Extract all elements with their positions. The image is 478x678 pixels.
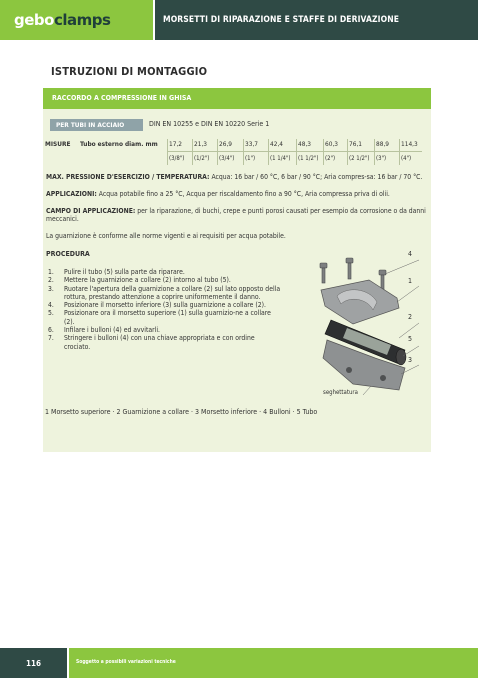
step-text: Infilare i bulloni (4) ed avvitarli. [64, 326, 160, 335]
size-inch: (3") [376, 155, 387, 162]
step-number: 4. [48, 301, 54, 310]
size-mm: 114,3 [401, 140, 418, 148]
list-item [46, 285, 281, 302]
column-divider [217, 139, 218, 165]
column-divider [374, 139, 375, 165]
size-mm: 88,9 [376, 140, 390, 148]
pressure-label: MAX. PRESSIONE D'ESERCIZIO / TEMPERATURA: [46, 173, 210, 181]
size-inch: (3/4") [219, 155, 235, 162]
list-item [46, 309, 281, 326]
callout-4: 4 [408, 250, 413, 258]
size-inch: (1 1/4") [270, 155, 291, 162]
column-divider [167, 139, 168, 165]
size-inch: (1") [245, 155, 256, 162]
size-mm: 60,3 [325, 140, 339, 148]
column-divider [296, 139, 297, 165]
applications-text: Acqua potabile fino a 25 °C, Acqua per riscaldamento fino a 90 °C, Aria compressa priva di olii. [98, 190, 390, 198]
measures-sublabel: Tubo esterno diam. mm [80, 140, 158, 148]
header-title: MORSETTI DI RIPARAZIONE E STAFFE DI DERIVAZIONE [163, 15, 400, 25]
size-mm: 17,2 [169, 140, 183, 148]
brand-logo-area [0, 0, 153, 40]
step-text: Posizionare il morsetto inferiore (3) sulla guarnizione a collare (2). [64, 301, 266, 310]
step-text: Mettere la guarnizione a collare (2) intorno al tubo (5). [64, 276, 231, 285]
step-number: 7. [48, 334, 54, 343]
instructions-panel [43, 88, 431, 452]
list-item [46, 301, 281, 309]
step-text: Posizionare ora il morsetto superiore (1) sulla guarnizio-ne a collare (2). [64, 309, 271, 326]
step-text: Ruotare l'apertura della guarnizione a collare (2) sul lato opposto della rottura, prestando attenzione a coprire uniformemente il danno. [64, 284, 281, 301]
step-text: Stringere i bulloni (4) con una chiave appropriata e con ordine crociato. [64, 334, 255, 351]
step-text: Pulire il tubo (5) sulla parte da riparare. [64, 268, 185, 276]
panel-title: RACCORDO A COMPRESSIONE IN GHISA [52, 94, 192, 102]
pipe-type-tag: PER TUBI IN ACCIAIO [50, 119, 143, 131]
section-title: ISTRUZIONI DI MONTAGGIO [51, 65, 208, 78]
norm-reference: DIN EN 10255 e DIN EN 10220 Serie 1 [149, 120, 270, 128]
size-inch: (1/2") [194, 155, 210, 162]
pressure-paragraph [46, 173, 428, 181]
applications-label: APPLICAZIONI: [46, 190, 97, 198]
size-mm: 26,9 [219, 140, 233, 148]
logo-part-2: clamps [53, 11, 111, 29]
size-mm: 48,3 [298, 140, 312, 148]
callout-serration: seghettatura [323, 389, 358, 396]
size-mm: 76,1 [349, 140, 363, 148]
list-item [46, 326, 281, 334]
procedure-steps [46, 268, 281, 351]
logo-part-1: gebo [14, 11, 54, 29]
callout-2: 2 [408, 313, 413, 321]
pressure-text: Acqua: 16 bar / 60 °C, 6 bar / 90 °C; Aria compres-sa: 16 bar / 70 °C. [211, 173, 423, 181]
column-divider [399, 139, 400, 165]
page-number: 116 [0, 648, 67, 678]
column-divider [192, 139, 193, 165]
parts-legend: 1 Morsetto superiore · 2 Guarnizione a collare · 3 Morsetto inferiore · 4 Bulloni · 5 Tubo [45, 408, 318, 416]
step-number: 6. [48, 326, 54, 335]
assembly-illustration [313, 246, 431, 402]
page-header [0, 0, 478, 40]
measures-label: MISURE [45, 140, 71, 148]
applications-paragraph [46, 190, 428, 198]
step-number: 3. [48, 284, 54, 293]
size-mm: 42,4 [270, 140, 284, 148]
size-mm: 33,7 [245, 140, 259, 148]
size-inch: (4") [401, 155, 412, 162]
column-divider [243, 139, 244, 165]
size-inch: (2 1/2") [349, 155, 370, 162]
table-divider [167, 151, 422, 152]
step-number: 2. [48, 276, 54, 285]
step-number: 1. [48, 268, 54, 276]
step-number: 5. [48, 309, 54, 318]
brand-logo [14, 11, 110, 29]
procedure-title: PROCEDURA [46, 250, 90, 258]
field-text: per la riparazione, di buchi, crepe e punti porosi causati per esempio da corrosione o da danni meccanici. [46, 207, 426, 224]
panel-header [43, 88, 431, 109]
footer-note: Soggetto a possibili variazioni tecniche [76, 659, 176, 665]
size-inch: (3/8") [169, 155, 185, 162]
field-label: CAMPO DI APPLICAZIONE: [46, 207, 136, 215]
footer-bar [69, 648, 478, 678]
size-inch: (2") [325, 155, 336, 162]
callout-1: 1 [408, 277, 413, 285]
size-mm: 21,3 [194, 140, 208, 148]
callout-5: 5 [408, 335, 413, 343]
list-item [46, 334, 281, 351]
list-item [46, 276, 281, 284]
conformity-text: La guarnizione è conforme alle norme vigenti e ai requisiti per acqua potabile. [46, 232, 286, 240]
size-inch: (1 1/2") [298, 155, 319, 162]
column-divider [323, 139, 324, 165]
header-title-area [153, 0, 478, 40]
field-paragraph [46, 207, 428, 224]
column-divider [347, 139, 348, 165]
list-item [46, 268, 281, 276]
column-divider [268, 139, 269, 165]
callout-3: 3 [408, 356, 413, 364]
